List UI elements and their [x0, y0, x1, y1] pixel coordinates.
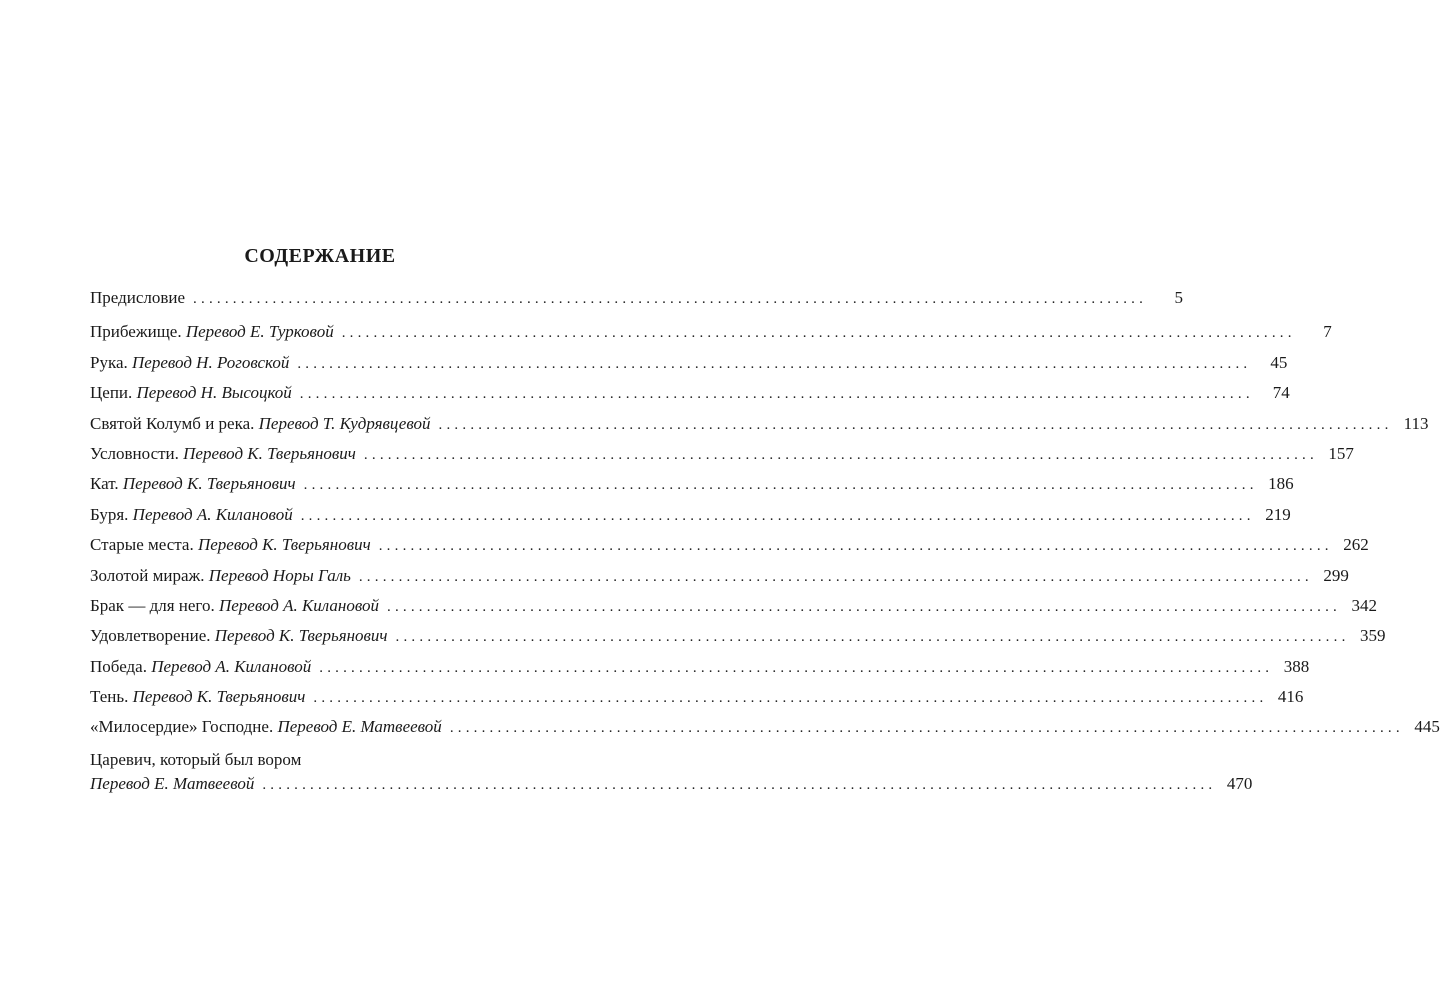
entry-translator: Перевод А. Килановой: [132, 504, 293, 524]
entry-title: Кат.: [90, 474, 119, 494]
dot-leader: ........................................................................................................................: [300, 507, 1255, 524]
toc-entry: [90, 443, 1354, 473]
dot-leader: ........................................................................................................................: [299, 386, 1254, 403]
entry-title: Прибежище.: [90, 322, 182, 342]
toc-list: [90, 287, 1440, 797]
entry-page: 74: [1272, 383, 1290, 403]
entry-title: Удовлетворение.: [90, 626, 211, 646]
toc-entry: [90, 656, 1310, 686]
toc-entry: [90, 534, 1369, 564]
toc-entry: [90, 716, 1440, 746]
entry-translator: Перевод Норы Галь: [208, 565, 351, 585]
entry-title: Святой Колумб и река.: [90, 413, 255, 433]
entry-translator: Перевод А. Килановой: [218, 595, 379, 615]
dot-leader: ........................................................................................................................: [193, 291, 1148, 307]
toc-entry: [90, 504, 1291, 534]
entry-page: 113: [1403, 413, 1429, 433]
entry-translator: Перевод Н. Роговской: [132, 352, 290, 372]
entry-page: 7: [1323, 322, 1332, 342]
entry-translator: Перевод Е. Матвеевой: [90, 773, 255, 793]
dot-leader: ........................................................................................................................: [303, 477, 1258, 494]
entry-title: Условности.: [90, 443, 179, 463]
entry-translator: Перевод К. Тверьянович: [197, 535, 371, 555]
dot-leader: ........................................................................................................................: [358, 568, 1313, 585]
entry-translator: Перевод А. Килановой: [151, 656, 312, 676]
dot-leader: ........................................................................................................................: [395, 629, 1350, 646]
toc-entry: [90, 287, 1184, 317]
entry-title: Старые места.: [90, 535, 194, 555]
dot-leader: ........................................................................................................................: [438, 416, 1393, 433]
entry-translator: Перевод Н. Высоцкой: [136, 383, 292, 403]
entry-translator: Перевод Е. Турковой: [185, 322, 334, 342]
entry-page: 342: [1351, 595, 1377, 615]
dot-leader: ........................................................................................................................: [297, 355, 1252, 372]
entry-page: 445: [1414, 717, 1440, 737]
entry-translator: Перевод К. Тверьянович: [183, 443, 356, 463]
toc-entry: [90, 352, 1288, 382]
entry-title: Золотой мираж.: [90, 565, 205, 585]
entry-page: 45: [1270, 352, 1288, 372]
dot-leader: ........................................................................................................................: [341, 325, 1296, 342]
toc-entry: [90, 473, 1294, 503]
toc-entry: [90, 625, 1386, 655]
entry-page: 470: [1226, 773, 1253, 793]
entry-translator: Перевод К. Тверьянович: [214, 626, 388, 646]
dot-leader: ........................................................................................................................: [378, 538, 1333, 555]
dot-leader: ........................................................................................................................: [319, 659, 1274, 676]
entry-title: Буря.: [90, 504, 129, 524]
entry-page: 299: [1323, 565, 1349, 585]
entry-translator: Перевод Е. Матвеевой: [277, 717, 442, 737]
toc-entry: [90, 749, 1253, 797]
entry-title: Рука.: [90, 352, 128, 372]
dot-leader: ........................................................................................................................: [313, 690, 1268, 707]
toc-entry: [90, 321, 1332, 351]
entry-translator: Перевод К. Тверьянович: [132, 687, 306, 707]
entry-page: 5: [1174, 288, 1184, 307]
toc-entry: [90, 382, 1290, 412]
dot-leader: ........................................................................................................................: [387, 598, 1341, 615]
dot-leader: ........................................................................................................................: [363, 446, 1318, 463]
entry-title: Предисловие: [90, 288, 186, 307]
toc-entry: [90, 595, 1377, 625]
toc-entry: [90, 686, 1304, 716]
entry-page: 186: [1268, 474, 1294, 494]
entry-translator: Перевод К. Тверьянович: [122, 474, 296, 494]
dot-leader: ........................................................................................................................: [449, 720, 1404, 737]
entry-title: Царевич, который был вором: [90, 749, 302, 769]
entry-page: 416: [1277, 687, 1304, 707]
toc-entry: [90, 413, 1429, 443]
entry-title: Тень.: [90, 687, 129, 707]
toc-entry: [90, 565, 1349, 595]
entry-title: Цепи.: [90, 383, 133, 403]
dot-leader: ........................................................................................................................: [262, 776, 1217, 793]
entry-page: 359: [1360, 626, 1386, 646]
entry-page: 388: [1283, 656, 1310, 676]
entry-page: 157: [1328, 443, 1354, 463]
entry-translator: Перевод Т. Кудрявцевой: [258, 413, 431, 433]
entry-title: «Милосердие» Господне.: [90, 717, 274, 737]
entry-title: Победа.: [90, 656, 147, 676]
entry-page: 262: [1343, 535, 1369, 555]
entry-title: Брак — для него.: [90, 595, 215, 615]
entry-page: 219: [1265, 504, 1291, 524]
toc-heading: СОДЕРЖАНИЕ: [244, 245, 396, 267]
